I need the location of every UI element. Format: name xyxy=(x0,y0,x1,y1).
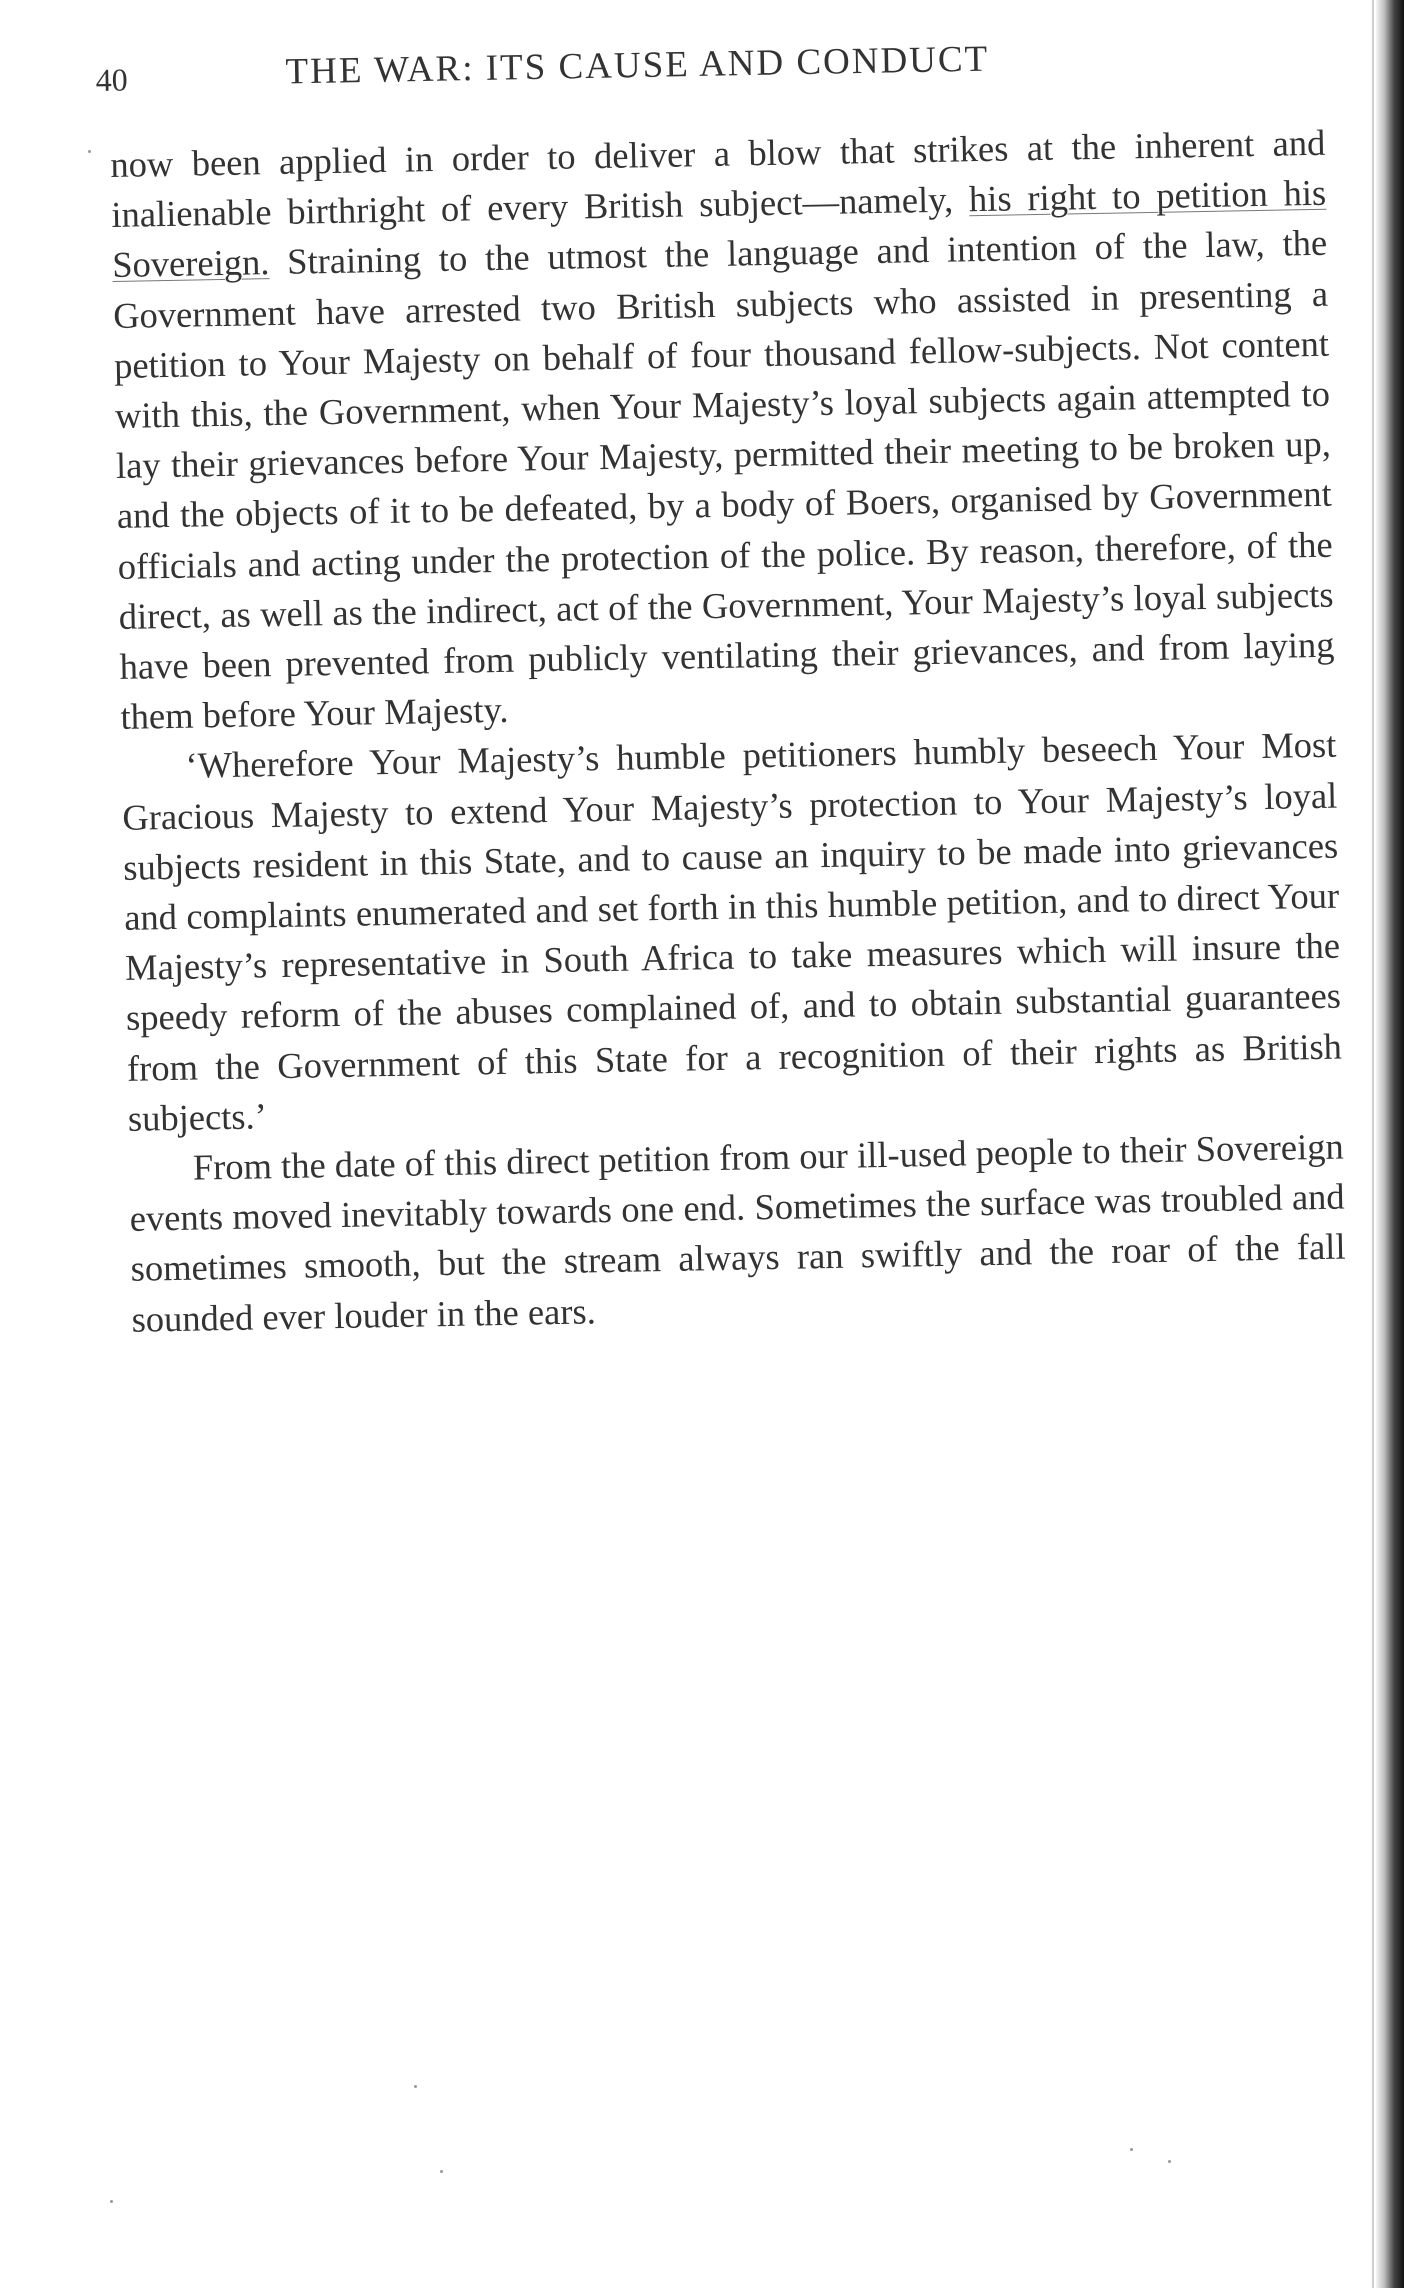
page-header xyxy=(95,25,1156,104)
page-number: 40 xyxy=(95,61,128,98)
paragraph-1-rest: Straining to the utmost the language and intention of the law, the Government have arrested two British subjects who assisted in presenting a petition to Your Majesty on behalf of four thousand fellow-subjects. Not content with this, the Government, when Your Majesty’s loyal subjects again attempted to lay their grievances before Your Majesty, permitted their meeting to be broken up, and the objects of it to be defeated, by a body of Boers, organised by Government officials and acting under the protection of the police. By reason, therefore, of the direct, as well as the indirect, act of the Government, Your Majesty’s loyal subjects have been prevented from publicly ventilating their grievances, and from laying them before Your Majesty. xyxy=(112,222,1335,738)
paper-speck xyxy=(414,2085,417,2088)
body-text xyxy=(110,118,1347,1345)
paper-speck xyxy=(1130,2148,1133,2151)
paragraph-2: ‘Wherefore Your Majesty’s humble petitioners humbly beseech Your Most Gracious Majesty to extend Your Majesty’s protection to Your Majesty’s loyal subjects resident in this State, and to cause an inquiry to be made into grievances and complaints enumerated and set forth in this humble petition, and to direct Your Majesty’s representative in South Africa to take measures which will insure the speedy reform of the abuses complained of, and to obtain substantial guarantees from the Government of this State for a recognition of their rights as British subjects.’ xyxy=(122,724,1343,1139)
paragraph-3: From the date of this direct petition from our ill-used people to their Sovereign events moved inevitably towards one end. Sometimes the surface was troubled and sometimes smooth, but the stream always ran swiftly and the roar of the fall sounded ever louder in the ears. xyxy=(129,1125,1346,1340)
page-edge-shadow xyxy=(1376,0,1404,2288)
paper-speck xyxy=(110,2200,113,2203)
paper-speck xyxy=(440,2170,443,2173)
running-title: THE WAR: ITS CAUSE AND CONDUCT xyxy=(285,38,990,93)
paper-speck xyxy=(1168,2160,1171,2163)
paper-speck xyxy=(88,150,91,153)
underlined-phrase: his right to petition his Sovereign. xyxy=(111,171,1327,286)
page-fold-line xyxy=(1372,0,1374,2288)
paragraph-1 xyxy=(110,118,1336,743)
paragraph-1-start: now been applied in order to deliver a blow that strikes at the inherent and inalienable birthright of every British subject—namely, xyxy=(110,121,1326,236)
